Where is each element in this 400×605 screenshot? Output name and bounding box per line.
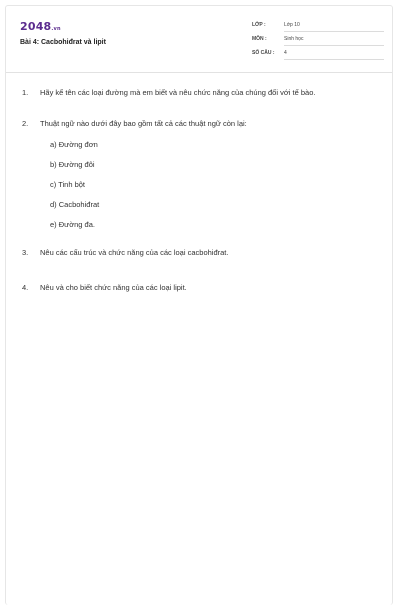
question-number: 3. — [22, 248, 29, 257]
question-count-value: 4 — [284, 48, 384, 60]
question-item — [20, 247, 382, 258]
meta-row-class — [252, 20, 384, 34]
question-item — [20, 118, 382, 129]
question-number: 2. — [22, 119, 29, 128]
question-number: 4. — [22, 283, 29, 292]
class-value: Lớp 10 — [284, 20, 384, 32]
logo-suffix: .vn — [51, 26, 61, 32]
class-label: LỚP : — [252, 22, 266, 28]
question-text: Hãy kể tên các loại đường mà em biết và nêu chức năng của chúng đối với tế bào. — [40, 88, 316, 97]
subject-label: MÔN : — [252, 36, 267, 42]
question-text: Thuật ngữ nào dưới đây bao gồm tất cả các thuật ngữ còn lại: — [40, 119, 247, 128]
answer-option: e) Đường đa. — [50, 220, 95, 229]
meta-row-count — [252, 48, 384, 62]
answer-option: a) Đường đơn — [50, 140, 98, 149]
question-item — [20, 87, 382, 98]
subject-value: Sinh học — [284, 34, 384, 46]
meta-row-subject — [252, 34, 384, 48]
worksheet-header — [6, 6, 392, 73]
question-list — [20, 84, 382, 293]
worksheet-page — [5, 5, 393, 605]
answer-option: d) Cacbohiđrat — [50, 200, 100, 209]
answer-option: c) Tinh bột — [50, 180, 86, 189]
logo-text: 2048 — [20, 20, 52, 33]
answer-option: b) Đường đôi — [50, 160, 95, 169]
question-item — [20, 282, 382, 293]
meta-info — [252, 20, 384, 62]
question-text: Nêu và cho biết chức năng của các loại lipit. — [40, 283, 187, 292]
document-title: Bài 4: Cacbohiđrat và lipit — [20, 39, 106, 46]
question-number: 1. — [22, 88, 29, 97]
site-logo[interactable] — [20, 20, 61, 33]
question-count-label: SỐ CÂU : — [252, 50, 275, 56]
question-text: Nêu các cấu trúc và chức năng của các loại cacbohiđrat. — [40, 248, 229, 257]
